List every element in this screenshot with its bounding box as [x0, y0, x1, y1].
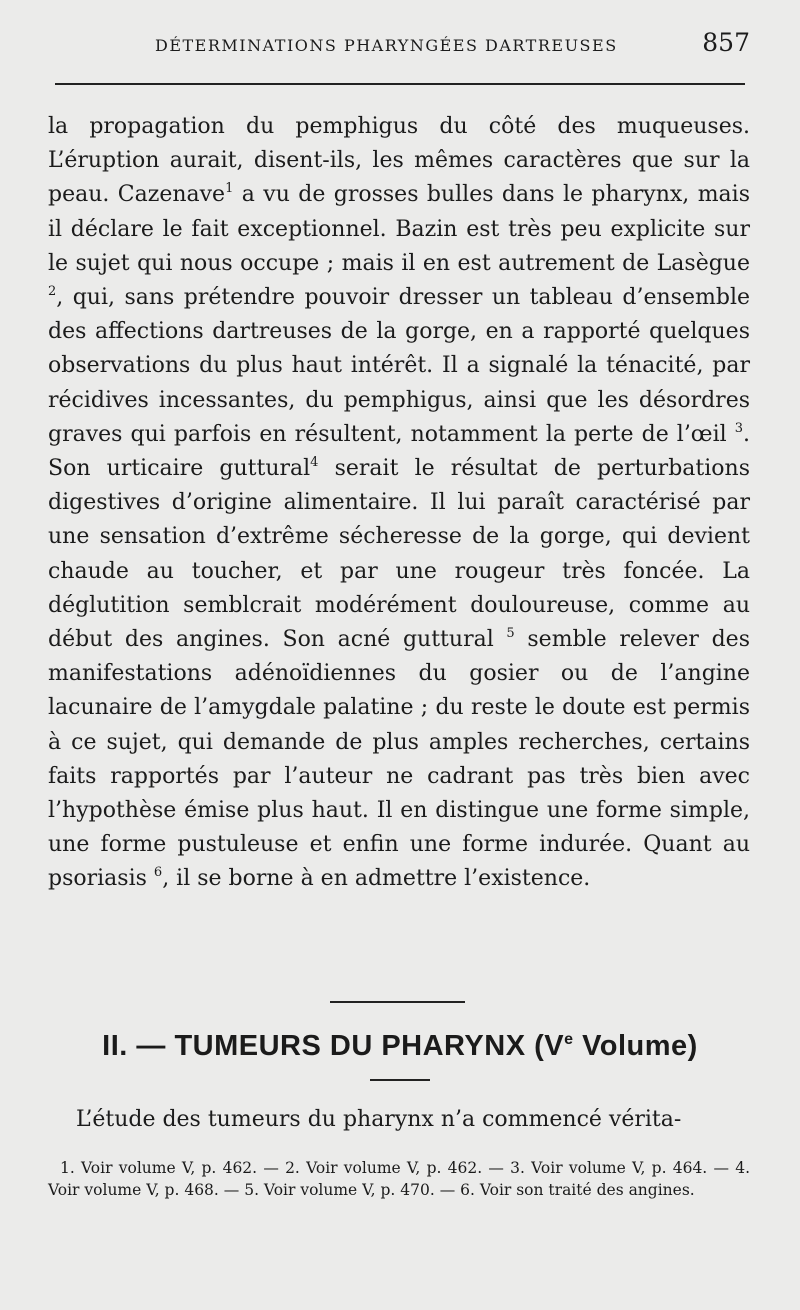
paragraph-text: serait le résultat de perturbations digestives d’origine alimentaire. Il lui paraît caractérisé par une sensation d’extrême sécheresse de la gorge, qui devient chaude au toucher, et par une rougeur très foncée. La déglutition semblcrait modérément douloureuse, comme au début des angines. Son acné guttural: [48, 456, 750, 653]
paragraph-text: . Son urticaire guttural: [48, 421, 750, 482]
page-number: 857: [702, 28, 750, 57]
footnote-ref-3: 3: [734, 420, 743, 436]
paragraph-text: , il se borne à en admettre l’existence.: [162, 866, 591, 892]
section-separator-rule: [330, 1001, 465, 1003]
header-rule: [55, 83, 745, 85]
paragraph-text: , qui, sans prétendre pouvoir dresser un tableau d’ensemble des affections dartreuses de la gorge, en a rapporté quelques observations du plus haut intérêt. Il a signalé la ténacité, par récidives incessantes, du pemphigus, ainsi que les désordres graves qui parfois en résultent, notamment la perte de l’œil: [48, 285, 750, 447]
footnote-ref-2: 2: [48, 284, 57, 300]
paragraph-text: la propagation du pemphigus du côté des muqueuses. L’éruption aurait, disent-ils, les mêmes caractères que sur la peau. Cazenave: [48, 114, 750, 208]
section-heading-end: Volume): [573, 1030, 698, 1062]
heading-underline-rule: [370, 1079, 430, 1081]
section-intro-text: L’étude des tumeurs du pharynx n’a commencé vérita-: [76, 1107, 682, 1132]
page-header: [55, 28, 750, 68]
section-heading-superscript: e: [564, 1031, 574, 1048]
section-heading: [0, 1030, 800, 1063]
paragraph-text: semble relever des manifestations adénoïdiennes du gosier ou de l’angine lacunaire de l’amygdale palatine ; du reste le doute est permis à ce sujet, qui demande de plus amples recherches, certains faits rapportés par l’auteur ne cadrant pas très bien avec l’hypothèse émise plus haut. Il en distingue une forme simple, une forme pustuleuse et enfin une forme indurée. Quant au psoriasis: [48, 627, 750, 892]
footnote-ref-4: 4: [310, 455, 319, 471]
footnotes: 1. Voir volume V, p. 462. — 2. Voir volume V, p. 462. — 3. Voir volume V, p. 464. — 4. Voir volume V, p. 468. — 5. Voir volume V, p. 470. — 6. Voir son traité des angines.: [48, 1159, 750, 1199]
section-heading-main: II. — TUMEURS DU PHARYNX (V: [102, 1030, 565, 1062]
footnote-ref-1: 1: [225, 181, 234, 197]
running-title: DÉTERMINATIONS PHARYNGÉES DARTREUSES: [155, 36, 618, 55]
footnote-ref-5: 5: [506, 626, 515, 642]
body-paragraph: [48, 110, 750, 897]
paragraph-text: a vu de grosses bulles dans le pharynx, mais il déclare le fait exceptionnel. Bazin est très peu explicite sur le sujet qui nous occupe ; mais il en est autrement de Lasègue: [48, 182, 750, 276]
footnote-ref-6: 6: [153, 865, 163, 881]
